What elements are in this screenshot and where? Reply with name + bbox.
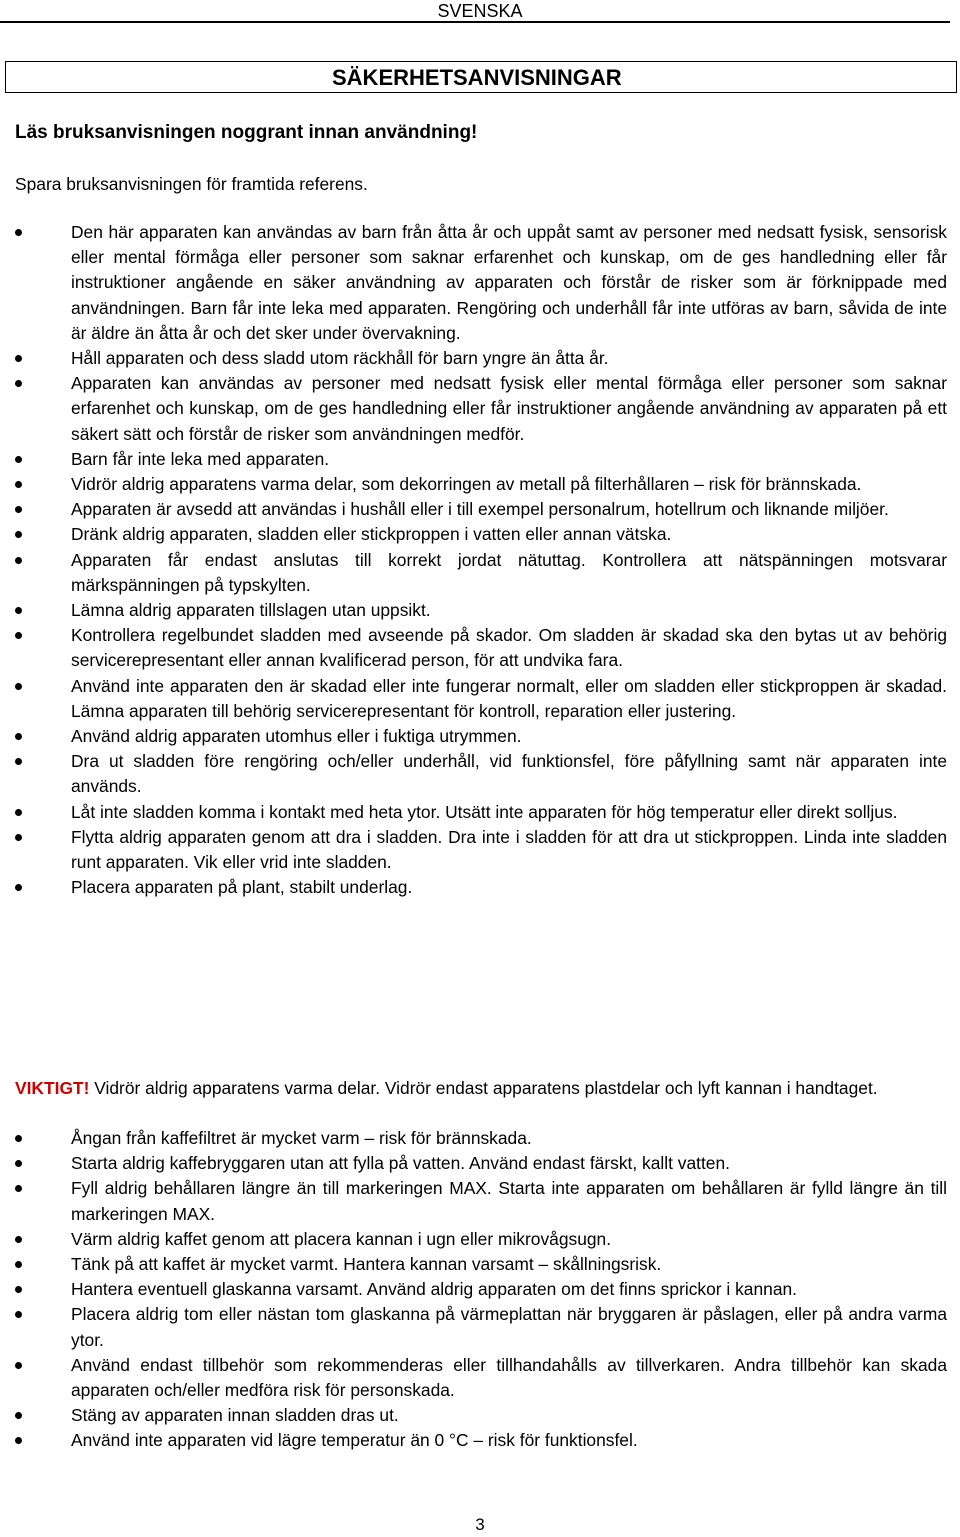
- important-item: Hantera eventuell glaskanna varsamt. Använd aldrig apparaten om det finns sprickor i kannan.: [15, 1277, 947, 1302]
- bullet-icon: [15, 884, 22, 891]
- bullet-icon: [15, 456, 22, 463]
- important-item: Värm aldrig kaffet genom att placera kannan i ugn eller mikrovågsugn.: [15, 1227, 947, 1252]
- important-item: Använd endast tillbehör som rekommenderas eller tillhandahålls av tillverkaren. Andra tillbehör kan skada apparaten och/eller medföra risk för personskada.: [15, 1353, 947, 1403]
- bullet-icon: [15, 733, 22, 740]
- bullet-icon: [15, 481, 22, 488]
- important-item: Starta aldrig kaffebryggaren utan att fylla på vatten. Använd endast färskt, kallt vatten.: [15, 1151, 947, 1176]
- safety-item: Dränk aldrig apparaten, sladden eller stickproppen i vatten eller annan vätska.: [15, 522, 947, 547]
- bullet-icon: [15, 834, 22, 841]
- safety-item: Dra ut sladden före rengöring och/eller underhåll, vid funktionsfel, före påfyllning samt när apparaten inte används.: [15, 749, 947, 799]
- safety-item: Flytta aldrig apparaten genom att dra i sladden. Dra inte i sladden för att dra ut stickproppen. Linda inte sladden runt apparaten. Vik eller vrid inte sladden.: [15, 825, 947, 875]
- bullet-icon: [15, 1311, 22, 1318]
- bullet-icon: [15, 809, 22, 816]
- important-item: Tänk på att kaffet är mycket varmt. Hantera kannan varsamt – skållningsrisk.: [15, 1252, 947, 1277]
- important-item: Fyll aldrig behållaren längre än till markeringen MAX. Starta inte apparaten om behållaren är fylld längre än till markeringen MAX.: [15, 1176, 947, 1226]
- safety-item: Placera apparaten på plant, stabilt underlag.: [15, 875, 947, 900]
- keep-manual-notice: Spara bruksanvisningen för framtida referens.: [15, 174, 368, 194]
- bullet-icon: [15, 1185, 22, 1192]
- bullet-icon: [15, 632, 22, 639]
- bullet-icon: [15, 557, 22, 564]
- header-language: SVENSKA: [437, 1, 523, 21]
- safety-item: Låt inte sladden komma i kontakt med heta ytor. Utsätt inte apparaten för hög temperatur eller direkt solljus.: [15, 800, 947, 825]
- safety-item: Vidrör aldrig apparatens varma delar, som dekorringen av metall på filterhållaren – risk för brännskada.: [15, 472, 947, 497]
- bullet-icon: [15, 758, 22, 765]
- safety-item: Håll apparaten och dess sladd utom räckhåll för barn yngre än åtta år.: [15, 346, 947, 371]
- page-number: 3: [475, 1515, 485, 1534]
- safety-item: Barn får inte leka med apparaten.: [15, 447, 947, 472]
- safety-item: Använd aldrig apparaten utomhus eller i fuktiga utrymmen.: [15, 724, 947, 749]
- bullet-icon: [15, 1236, 22, 1243]
- important-item: Använd inte apparaten vid lägre temperatur än 0 °C – risk för funktionsfel.: [15, 1428, 947, 1453]
- important-label: VIKTIGT!: [15, 1078, 90, 1098]
- important-item: Ångan från kaffefiltret är mycket varm – risk för brännskada.: [15, 1126, 947, 1151]
- bullet-icon: [15, 1135, 22, 1142]
- safety-item: Apparaten får endast anslutas till korrekt jordat nätuttag. Kontrollera att nätspänningen motsvarar märkspänningen på typskylten.: [15, 548, 947, 598]
- important-list: [15, 1126, 947, 1454]
- important-item: Stäng av apparaten innan sladden dras ut.: [15, 1403, 947, 1428]
- title-box: [5, 61, 957, 93]
- bullet-icon: [15, 229, 22, 236]
- safety-item: Den här apparaten kan användas av barn från åtta år och uppåt samt av personer med nedsatt fysisk, sensorisk eller mental förmåga eller personer som saknar erfarenhet och kunskap, om de ges handledning eller får instruktioner angående en säker användning av apparaten och förstår de risker som är förknippade med användningen. Barn får inte leka med apparaten. Rengöring och underhåll får inte utföras av barn, såvida de inte är äldre än åtta år och det sker under övervakning.: [15, 220, 947, 346]
- important-item: Placera aldrig tom eller nästan tom glaskanna på värmeplattan när bryggaren är påslagen, eller på andra varma ytor.: [15, 1302, 947, 1352]
- bullet-icon: [15, 1160, 22, 1167]
- bullet-icon: [15, 1412, 22, 1419]
- bullet-icon: [15, 506, 22, 513]
- important-text: Vidrör aldrig apparatens varma delar. Vidrör endast apparatens plastdelar och lyft kannan i handtaget.: [89, 1078, 878, 1098]
- header-divider: [0, 21, 950, 23]
- safety-item: Lämna aldrig apparaten tillslagen utan uppsikt.: [15, 598, 947, 623]
- page-title: SÄKERHETSANVISNINGAR: [332, 65, 622, 90]
- bullet-icon: [15, 1362, 22, 1369]
- safety-list: [15, 220, 947, 900]
- important-notice: [15, 1076, 947, 1101]
- bullet-icon: [15, 531, 22, 538]
- safety-item: Apparaten är avsedd att användas i hushåll eller i till exempel personalrum, hotellrum och liknande miljöer.: [15, 497, 947, 522]
- safety-item: Kontrollera regelbundet sladden med avseende på skador. Om sladden är skadad ska den bytas ut av behörig servicerepresentant eller annan kvalificerad person, för att undvika fara.: [15, 623, 947, 673]
- bullet-icon: [15, 380, 22, 387]
- bullet-icon: [15, 683, 22, 690]
- read-manual-notice: Läs bruksanvisningen noggrant innan användning!: [15, 122, 478, 143]
- bullet-icon: [15, 1437, 22, 1444]
- safety-item: Använd inte apparaten den är skadad eller inte fungerar normalt, eller om sladden eller stickproppen är skadad. Lämna apparaten till behörig servicerepresentant för kontroll, reparation eller justering.: [15, 674, 947, 724]
- bullet-icon: [15, 1261, 22, 1268]
- safety-item: Apparaten kan användas av personer med nedsatt fysisk eller mental förmåga eller personer som saknar erfarenhet och kunskap, om de ges handledning eller får instruktioner angående användning av apparaten på ett säkert sätt och förstår de risker som användningen medför.: [15, 371, 947, 447]
- bullet-icon: [15, 1286, 22, 1293]
- bullet-icon: [15, 355, 22, 362]
- bullet-icon: [15, 607, 22, 614]
